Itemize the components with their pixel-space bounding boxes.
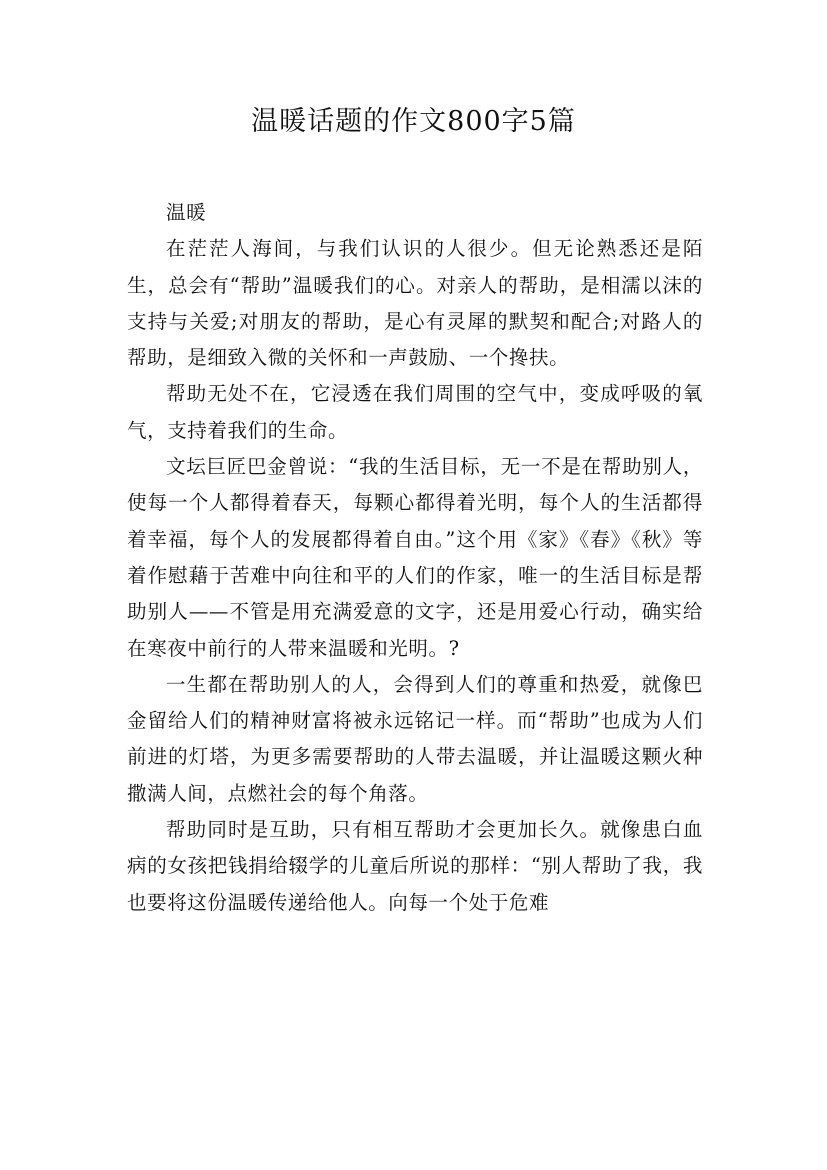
paragraph: 文坛巨匠巴金曾说：“我的生活目标，无一不是在帮助别人，使每一个人都得着春天，每颗心都得着光明，每个人的生活都得着幸福，每个人的发展都得着自由。”这个用《家》《春》《秋》等着作慰藉于苦难中向往和平的人们的作家，唯一的生活目标是帮助别人——不管是用充满爱意的文字，还是用爱心行动，确实给在寒夜中前行的人带来温暖和光明。?	[127, 455, 703, 660]
paragraph: 帮助同时是互助，只有相互帮助才会更加长久。就像患白血病的女孩把钱捐给辍学的儿童后所说的那样：“别人帮助了我，我也要将这份温暖传递给他人。向每一个处于危难	[127, 818, 703, 914]
paragraph: 在茫茫人海间，与我们认识的人很少。但无论熟悉还是陌生，总会有“帮助”温暖我们的心。对亲人的帮助，是相濡以沫的支持与关爱;对朋友的帮助，是心有灵犀的默契和配合;对路人的帮助，是细致入微的关怀和一声鼓励、一个搀扶。	[127, 237, 703, 370]
paragraph: 一生都在帮助别人的人，会得到人们的尊重和热爱，就像巴金留给人们的精神财富将被永远铭记一样。而“帮助”也成为人们前进的灯塔，为更多需要帮助的人带去温暖，并让温暖这颗火种撒满人间，点燃社会的每个角落。	[127, 672, 703, 805]
section-heading: 温暖	[166, 201, 207, 224]
document-body	[127, 195, 703, 921]
document-title: 温暖话题的作文800字5篇	[251, 106, 576, 137]
paragraph: 帮助无处不在，它浸透在我们周围的空气中，变成呼吸的氧气，支持着我们的生命。	[127, 382, 703, 442]
